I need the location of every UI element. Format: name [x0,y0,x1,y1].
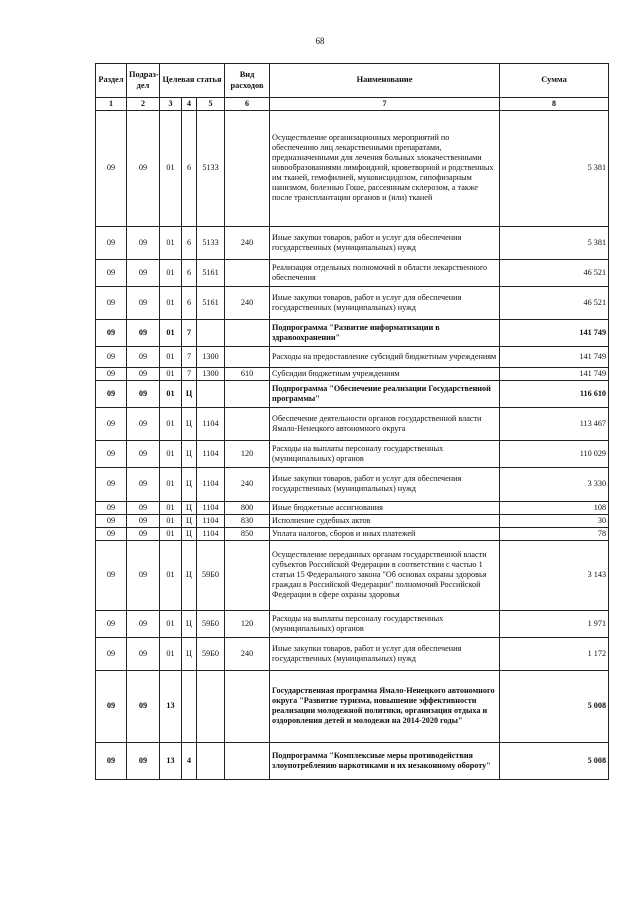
program-cell: 13 [160,670,182,742]
sum-cell: 30 [500,514,609,527]
podrazdel-cell: 09 [127,610,160,637]
razdel-cell: 09 [96,319,127,346]
razdel-cell: 09 [96,501,127,514]
direction-cell [197,319,225,346]
direction-cell: 59Б0 [197,540,225,610]
subprogram-cell: Ц [182,527,197,540]
table-row [96,527,609,540]
table-row [96,610,609,637]
index-cell: 4 [182,98,197,111]
vid-cell [225,259,270,286]
subprogram-cell: Ц [182,440,197,467]
header-vid: Вид расходов [225,64,270,98]
index-cell: 8 [500,98,609,111]
name-cell: Подпрограмма "Комплексные меры противодействия злоупотреблению наркотиками и их незаконному обороту" [270,742,500,779]
index-cell: 5 [197,98,225,111]
sum-cell: 5 008 [500,670,609,742]
program-cell: 13 [160,742,182,779]
razdel-cell: 09 [96,742,127,779]
podrazdel-cell: 09 [127,637,160,670]
subprogram-cell: 6 [182,226,197,259]
subprogram-cell: Ц [182,501,197,514]
table-row [96,319,609,346]
vid-cell [225,742,270,779]
subprogram-cell: 6 [182,286,197,319]
direction-cell: 5161 [197,286,225,319]
table-row [96,742,609,779]
subprogram-cell: Ц [182,540,197,610]
name-cell: Иные бюджетные ассигнования [270,501,500,514]
subprogram-cell: Ц [182,467,197,501]
subprogram-cell [182,670,197,742]
index-cell: 1 [96,98,127,111]
index-cell: 3 [160,98,182,111]
program-cell: 01 [160,527,182,540]
vid-cell: 830 [225,514,270,527]
razdel-cell: 09 [96,286,127,319]
razdel-cell: 09 [96,259,127,286]
program-cell: 01 [160,380,182,407]
sum-cell: 141 749 [500,319,609,346]
program-cell: 01 [160,540,182,610]
vid-cell [225,380,270,407]
vid-cell [225,670,270,742]
sum-cell: 141 749 [500,367,609,380]
direction-cell: 5133 [197,226,225,259]
program-cell: 01 [160,259,182,286]
header-sum: Сумма [500,64,609,98]
razdel-cell: 09 [96,110,127,226]
vid-cell: 240 [225,226,270,259]
podrazdel-cell: 09 [127,407,160,440]
table-row [96,407,609,440]
name-cell: Реализация отдельных полномочий в области лекарственного обеспечения [270,259,500,286]
sum-cell: 46 521 [500,286,609,319]
podrazdel-cell: 09 [127,514,160,527]
razdel-cell: 09 [96,514,127,527]
program-cell: 01 [160,514,182,527]
podrazdel-cell: 09 [127,527,160,540]
direction-cell: 5161 [197,259,225,286]
podrazdel-cell: 09 [127,346,160,367]
direction-cell: 1104 [197,527,225,540]
razdel-cell: 09 [96,610,127,637]
podrazdel-cell: 09 [127,501,160,514]
header-name: Наименование [270,64,500,98]
vid-cell: 850 [225,527,270,540]
subprogram-cell: 6 [182,110,197,226]
podrazdel-cell: 09 [127,380,160,407]
sum-cell: 1 971 [500,610,609,637]
table-row [96,346,609,367]
razdel-cell: 09 [96,440,127,467]
vid-cell [225,540,270,610]
table-row [96,501,609,514]
sum-cell: 5 381 [500,110,609,226]
vid-cell [225,407,270,440]
sum-cell: 3 143 [500,540,609,610]
podrazdel-cell: 09 [127,540,160,610]
header-row [96,64,609,98]
name-cell: Субсидии бюджетным учреждениям [270,367,500,380]
sum-cell: 46 521 [500,259,609,286]
program-cell: 01 [160,226,182,259]
name-cell: Обеспечение деятельности органов государственной власти Ямало-Ненецкого автономного округа [270,407,500,440]
razdel-cell: 09 [96,527,127,540]
program-cell: 01 [160,501,182,514]
razdel-cell: 09 [96,380,127,407]
subprogram-cell: 6 [182,259,197,286]
subprogram-cell: 7 [182,346,197,367]
subprogram-cell: Ц [182,380,197,407]
table-row [96,670,609,742]
program-cell: 01 [160,637,182,670]
program-cell: 01 [160,407,182,440]
razdel-cell: 09 [96,670,127,742]
sum-cell: 5 008 [500,742,609,779]
direction-cell: 1300 [197,367,225,380]
program-cell: 01 [160,440,182,467]
program-cell: 01 [160,610,182,637]
direction-cell: 1104 [197,440,225,467]
razdel-cell: 09 [96,226,127,259]
name-cell: Осуществление организационных мероприятий по обеспечению лиц лекарственными препаратами, предназначенными для лечения больных злокачественными новообразованиями лимфоидной, кроветворной и родственных им тканей, гемофилией, муковисцидозом, гипофизарным нанизмом, болезнью Гоше, рассеянным склерозом, а также после трансплантации органов и (или) тканей [270,110,500,226]
index-row [96,98,609,111]
direction-cell [197,742,225,779]
razdel-cell: 09 [96,407,127,440]
program-cell: 01 [160,367,182,380]
program-cell: 01 [160,346,182,367]
table-row [96,110,609,226]
name-cell: Иные закупки товаров, работ и услуг для обеспечения государственных (муниципальных) нужд [270,467,500,501]
table-row [96,259,609,286]
sum-cell: 1 172 [500,637,609,670]
podrazdel-cell: 09 [127,670,160,742]
sum-cell: 108 [500,501,609,514]
vid-cell: 240 [225,637,270,670]
direction-cell: 1104 [197,467,225,501]
index-cell: 2 [127,98,160,111]
vid-cell: 800 [225,501,270,514]
sum-cell: 78 [500,527,609,540]
direction-cell: 1300 [197,346,225,367]
direction-cell: 59Б0 [197,610,225,637]
program-cell: 01 [160,467,182,501]
name-cell: Подпрограмма "Развитие информатизации в здравоохранении" [270,319,500,346]
name-cell: Расходы на выплаты персоналу государственных (муниципальных) органов [270,610,500,637]
table-row [96,514,609,527]
subprogram-cell: 7 [182,319,197,346]
podrazdel-cell: 09 [127,319,160,346]
name-cell: Иные закупки товаров, работ и услуг для обеспечения государственных (муниципальных) нужд [270,226,500,259]
sum-cell: 113 467 [500,407,609,440]
direction-cell: 1104 [197,407,225,440]
page-number: 68 [315,36,325,46]
sum-cell: 5 381 [500,226,609,259]
vid-cell: 240 [225,467,270,501]
program-cell: 01 [160,110,182,226]
header-podrazdel: Подраз-дел [127,64,160,98]
table-row [96,540,609,610]
sum-cell: 110 029 [500,440,609,467]
table-row [96,286,609,319]
header-tselevaya: Целевая статья [160,64,225,98]
subprogram-cell: Ц [182,637,197,670]
table-row [96,467,609,501]
subprogram-cell: Ц [182,514,197,527]
sum-cell: 141 749 [500,346,609,367]
direction-cell: 1104 [197,501,225,514]
podrazdel-cell: 09 [127,259,160,286]
name-cell: Государственная программа Ямало-Ненецкого автономного округа "Развитие туризма, повышение эффективности реализации молодежной политики, организация отдыха и оздоровления детей и молодежи на 2014-2020 годы" [270,670,500,742]
razdel-cell: 09 [96,346,127,367]
razdel-cell: 09 [96,467,127,501]
header-razdel: Раздел [96,64,127,98]
podrazdel-cell: 09 [127,467,160,501]
table-row [96,380,609,407]
table-row [96,440,609,467]
razdel-cell: 09 [96,540,127,610]
sum-cell: 3 330 [500,467,609,501]
program-cell: 01 [160,286,182,319]
index-cell: 7 [270,98,500,111]
direction-cell: 59Б0 [197,637,225,670]
vid-cell: 610 [225,367,270,380]
budget-table [95,63,609,780]
direction-cell [197,670,225,742]
subprogram-cell: 7 [182,367,197,380]
direction-cell: 1104 [197,514,225,527]
index-cell: 6 [225,98,270,111]
vid-cell [225,110,270,226]
podrazdel-cell: 09 [127,110,160,226]
table-row [96,226,609,259]
podrazdel-cell: 09 [127,367,160,380]
vid-cell [225,319,270,346]
subprogram-cell: Ц [182,407,197,440]
direction-cell [197,380,225,407]
podrazdel-cell: 09 [127,440,160,467]
direction-cell: 5133 [197,110,225,226]
vid-cell: 240 [225,286,270,319]
vid-cell: 120 [225,610,270,637]
table-row [96,367,609,380]
subprogram-cell: 4 [182,742,197,779]
table-row [96,637,609,670]
name-cell: Расходы на выплаты персоналу государственных (муниципальных) органов [270,440,500,467]
podrazdel-cell: 09 [127,286,160,319]
razdel-cell: 09 [96,637,127,670]
podrazdel-cell: 09 [127,226,160,259]
name-cell: Иные закупки товаров, работ и услуг для обеспечения государственных (муниципальных) нужд [270,637,500,670]
vid-cell [225,346,270,367]
name-cell: Расходы на предоставление субсидий бюджетным учреждениям [270,346,500,367]
subprogram-cell: Ц [182,610,197,637]
program-cell: 01 [160,319,182,346]
razdel-cell: 09 [96,367,127,380]
sum-cell: 116 610 [500,380,609,407]
name-cell: Иные закупки товаров, работ и услуг для обеспечения государственных (муниципальных) нужд [270,286,500,319]
name-cell: Подпрограмма "Обеспечение реализации Государственной программы" [270,380,500,407]
name-cell: Уплата налогов, сборов и иных платежей [270,527,500,540]
name-cell: Исполнение судебных актов [270,514,500,527]
vid-cell: 120 [225,440,270,467]
name-cell: Осуществление переданных органам государственной власти субъектов Российской Федерации в соответствии с частью 1 статьи 15 Федерального закона "Об основах охраны здоровья граждан в Российской Федерации" полномочий Российской Федерации в сфере охраны здоровья [270,540,500,610]
podrazdel-cell: 09 [127,742,160,779]
